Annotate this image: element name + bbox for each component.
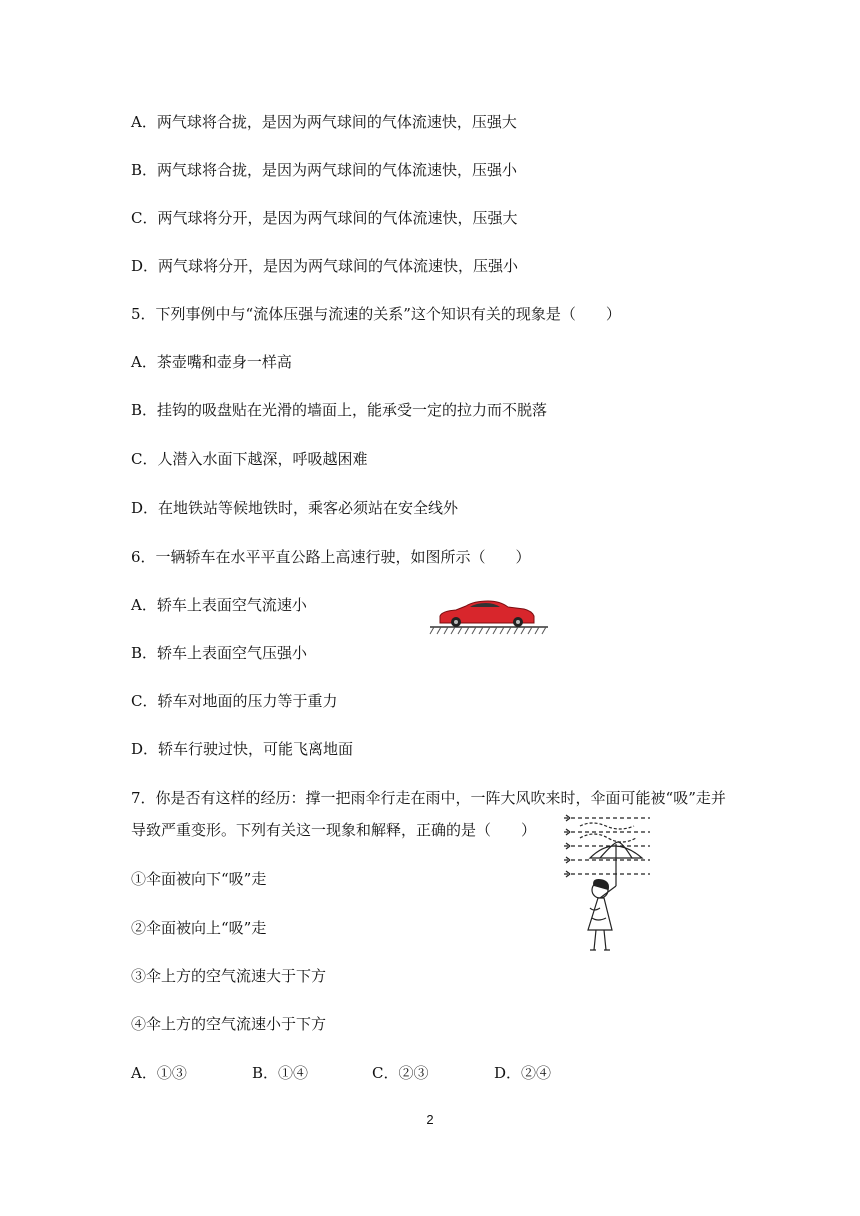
line-6D: D．轿车行驶过快，可能飞离地面 [131, 740, 354, 758]
q7-option-a: A．①③ [131, 1064, 187, 1082]
line-4C: C．两气球将分开，是因为两气球间的气体流速快，压强大 [131, 209, 518, 227]
question-5: 5．下列事例中与“流体压强与流速的关系”这个知识有关的现象是（ ） [131, 305, 621, 323]
umbrella-girl-illustration [562, 812, 658, 962]
line-5A: A．茶壶嘴和壶身一样高 [131, 353, 292, 371]
car-illustration [428, 596, 550, 638]
question-7-line1: 7．你是否有这样的经历：撑一把雨伞行走在雨中，一阵大风吹来时，伞面可能被“吸”走并 [131, 789, 726, 807]
statement-1: ①伞面被向下“吸”走 [131, 870, 267, 888]
statement-4: ④伞上方的空气流速小于下方 [131, 1015, 327, 1033]
line-4D: D．两气球将分开，是因为两气球间的气体流速快，压强小 [131, 257, 519, 275]
statement-2: ②伞面被向上“吸”走 [131, 919, 267, 937]
line-5C: C．人潜入水面下越深，呼吸越困难 [131, 450, 368, 468]
q7-option-d: D．②④ [494, 1064, 552, 1082]
line-4A: A．两气球将合拢，是因为两气球间的气体流速快，压强大 [131, 113, 517, 131]
question-6: 6．一辆轿车在水平平直公路上高速行驶，如图所示（ ） [131, 548, 531, 566]
line-6C: C．轿车对地面的压力等于重力 [131, 692, 338, 710]
line-5D: D．在地铁站等候地铁时，乘客必须站在安全线外 [131, 499, 459, 517]
question-7-line2: 导致严重变形。下列有关这一现象和解释，正确的是（ ） [131, 821, 537, 839]
line-6A: A．轿车上表面空气流速小 [131, 596, 307, 614]
q7-option-b: B．①④ [252, 1064, 309, 1082]
page-number: 2 [426, 1112, 434, 1127]
line-6B: B．轿车上表面空气压强小 [131, 644, 308, 662]
q7-option-c: C．②③ [372, 1064, 429, 1082]
line-5B: B．挂钩的吸盘贴在光滑的墙面上，能承受一定的拉力而不脱落 [131, 401, 548, 419]
line-4B: B．两气球将合拢，是因为两气球间的气体流速快，压强小 [131, 161, 518, 179]
statement-3: ③伞上方的空气流速大于下方 [131, 967, 327, 985]
